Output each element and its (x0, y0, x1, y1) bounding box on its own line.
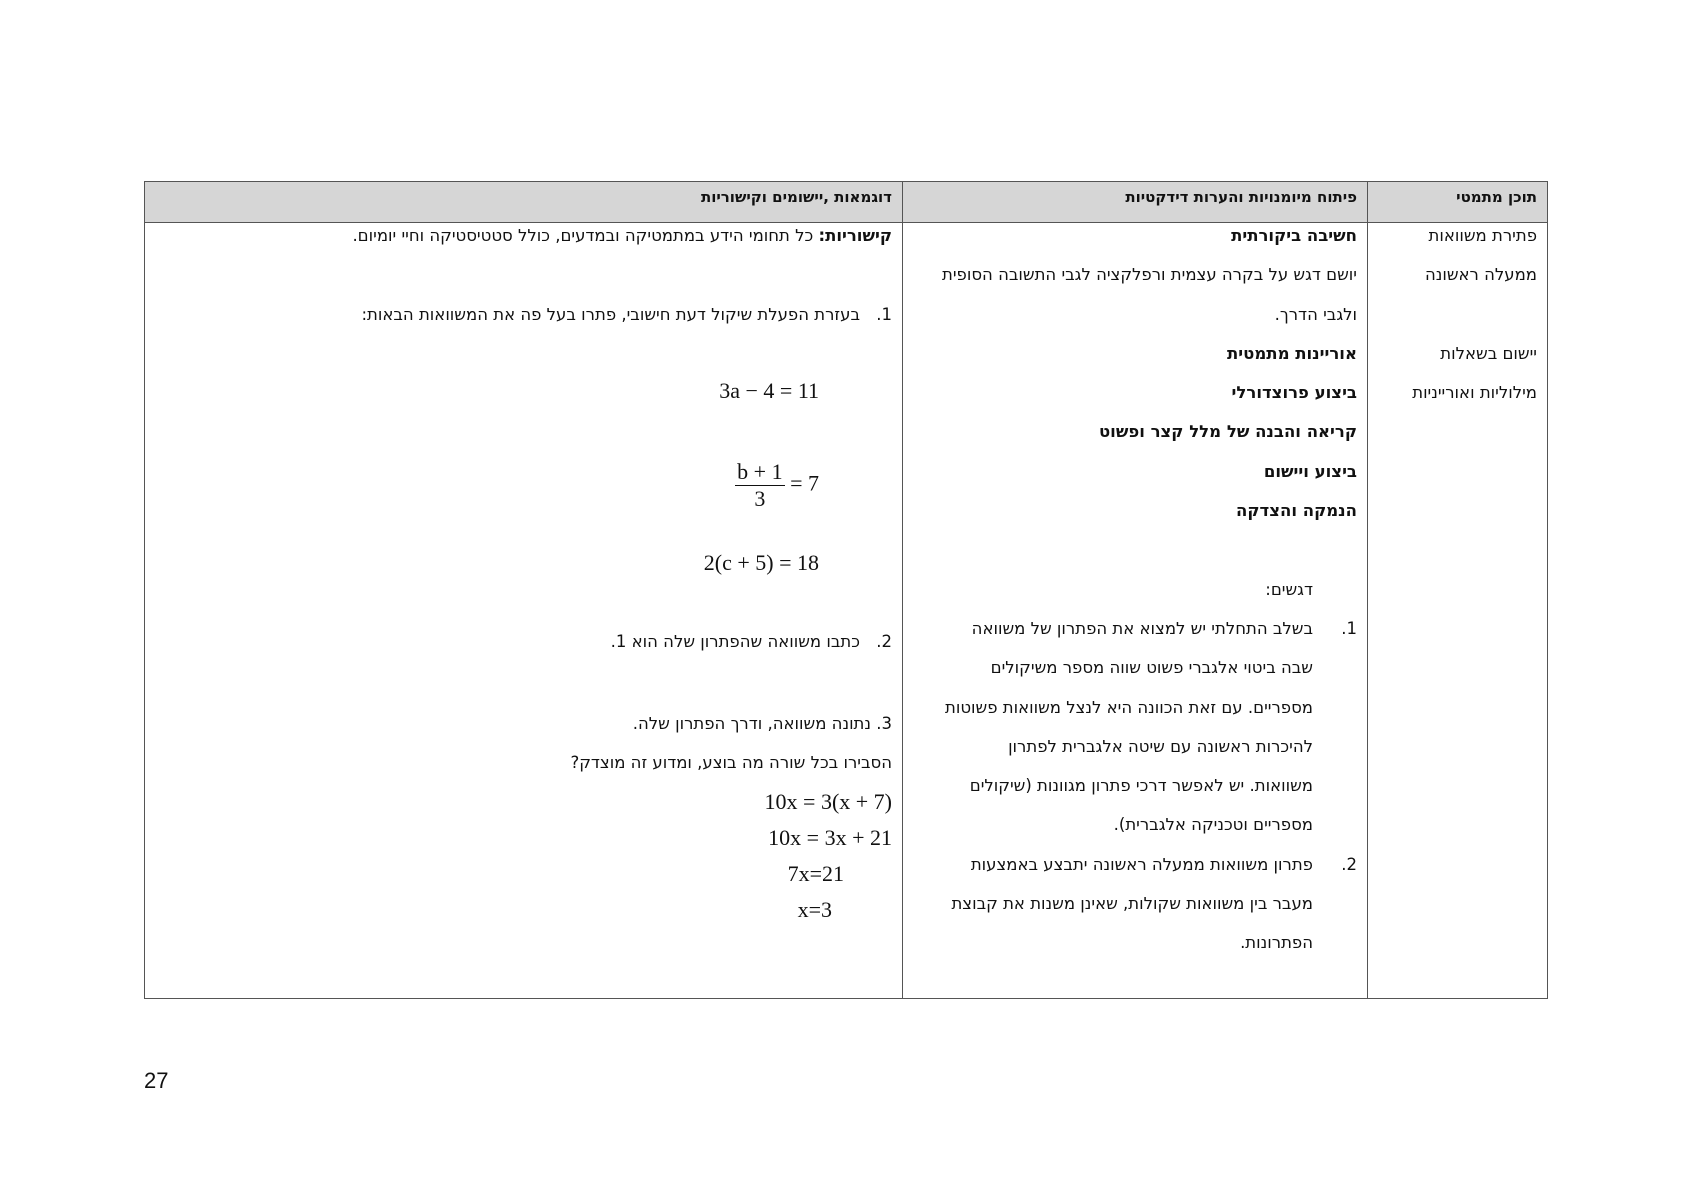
emphasis-item (904, 616, 1357, 655)
emphasis-line: משוואות. יש לאפשר דרכי פתרון מגוונות (שיקולים (969, 776, 1313, 796)
emphasis-line: מספריים. עם זאת הכוונה היא לנצל משוואות פשוטות (944, 697, 1313, 717)
critical-thinking-text: יושם דגש על בקרה עצמית ורפלקציה לגבי התשובה הסופית (942, 265, 1357, 285)
question-3-instruction: הסבירו בכל שורה מה בוצע, ומדוע זה מוצדק? (570, 753, 892, 772)
table-header-row (145, 182, 1547, 223)
math-content-line: פתירת משוואות (1428, 226, 1537, 245)
equation-3: 2(c + 5) = 18 (703, 550, 819, 575)
solution-step: 10x = 3x + 21 (768, 825, 892, 850)
literacy-item: קריאה והבנה של מלל קצר ופשוט (1098, 422, 1357, 442)
math-content-line: יישום בשאלות (1440, 343, 1537, 363)
math-content-line (1369, 302, 1537, 341)
skills-cell (904, 223, 1367, 998)
emphasis-number: 2. (1341, 854, 1357, 874)
header-math-content: תוכן מתמטי (1456, 188, 1537, 206)
connectivity-line (143, 223, 892, 262)
header-examples: דוגמאות ,יישומים וקישוריות (700, 188, 892, 206)
question-2 (611, 629, 892, 668)
question-number: 1. (876, 304, 892, 324)
fraction-denominator: 3 (754, 486, 766, 511)
emphasis-line: להיכרות ראשונה עם שיטה אלגברית לפתרון (1008, 736, 1313, 756)
math-content-cell (1369, 223, 1547, 998)
fraction-numerator: b + 1 (737, 459, 783, 484)
emphasis-line: שבה ביטוי אלגברי פשוט שווה מספר משיקולים (990, 658, 1313, 678)
emphasis-line: מספריים וטכניקה אלגברית). (1113, 815, 1313, 835)
emphasis-number: 1. (1341, 618, 1357, 638)
question-text: בעזרת הפעלת שיקול דעת חישובי, פתרו בעל פה את המשוואות הבאות: (361, 304, 860, 324)
fraction (735, 459, 784, 512)
question-1 (143, 302, 892, 341)
connectivity-text: כל תחומי הידע במתמטיקה ובמדעים, כולל סטטיסטיקה וחיי יומיום. (352, 226, 819, 245)
page-number: 27 (144, 1068, 169, 1093)
math-content-line: ממעלה ראשונה (1424, 265, 1537, 285)
emphasis-item (904, 852, 1357, 891)
curriculum-table (144, 181, 1548, 999)
emphasis-line: בשלב התחלתי יש למצוא את הפתרון של משוואה (971, 618, 1313, 638)
solution-step: 7x=21 (787, 861, 844, 886)
question-3: 3. נתונה משוואה, ודרך הפתרון שלה. (632, 714, 892, 733)
solution-step: 10x = 3(x + 7) (764, 789, 892, 814)
critical-thinking-text: ולגבי הדרך. (1274, 304, 1357, 324)
equation-1: 3a − 4 = 11 (719, 378, 819, 403)
solution-step: x=3 (797, 897, 832, 922)
equation-2 (735, 459, 819, 512)
literacy-title: אוריינות מתמטית (1227, 343, 1357, 363)
emphasis-line: מעבר בין משוואות שקולות, שאינן משנות את קבוצת (951, 894, 1313, 914)
emphasis-line: פתרון משוואות ממעלה ראשונה יתבצע באמצעות (970, 854, 1313, 874)
question-text: כתבו משוואה שהפתרון שלה הוא 1. (610, 632, 860, 651)
table-body (145, 223, 1547, 998)
examples-cell (143, 223, 902, 998)
equation-rhs: = 7 (790, 470, 819, 496)
literacy-item: הנמקה והצדקה (1236, 501, 1357, 521)
literacy-item: ביצוע ויישום (1263, 461, 1357, 481)
critical-thinking-title: חשיבה ביקורתית (1231, 226, 1357, 245)
emphasis-line: הפתרונות. (1240, 933, 1313, 953)
question-number: 2. (876, 632, 892, 651)
header-skills: פיתוח מיומנויות והערות דידקטיות (1125, 188, 1357, 206)
literacy-item: ביצוע פרוצדורלי (1231, 383, 1357, 403)
math-content-line: מילוליות ואורייניות (1412, 383, 1537, 403)
emphases-label: דגשים: (1265, 579, 1313, 599)
connectivity-label: קישוריות: (818, 226, 892, 245)
